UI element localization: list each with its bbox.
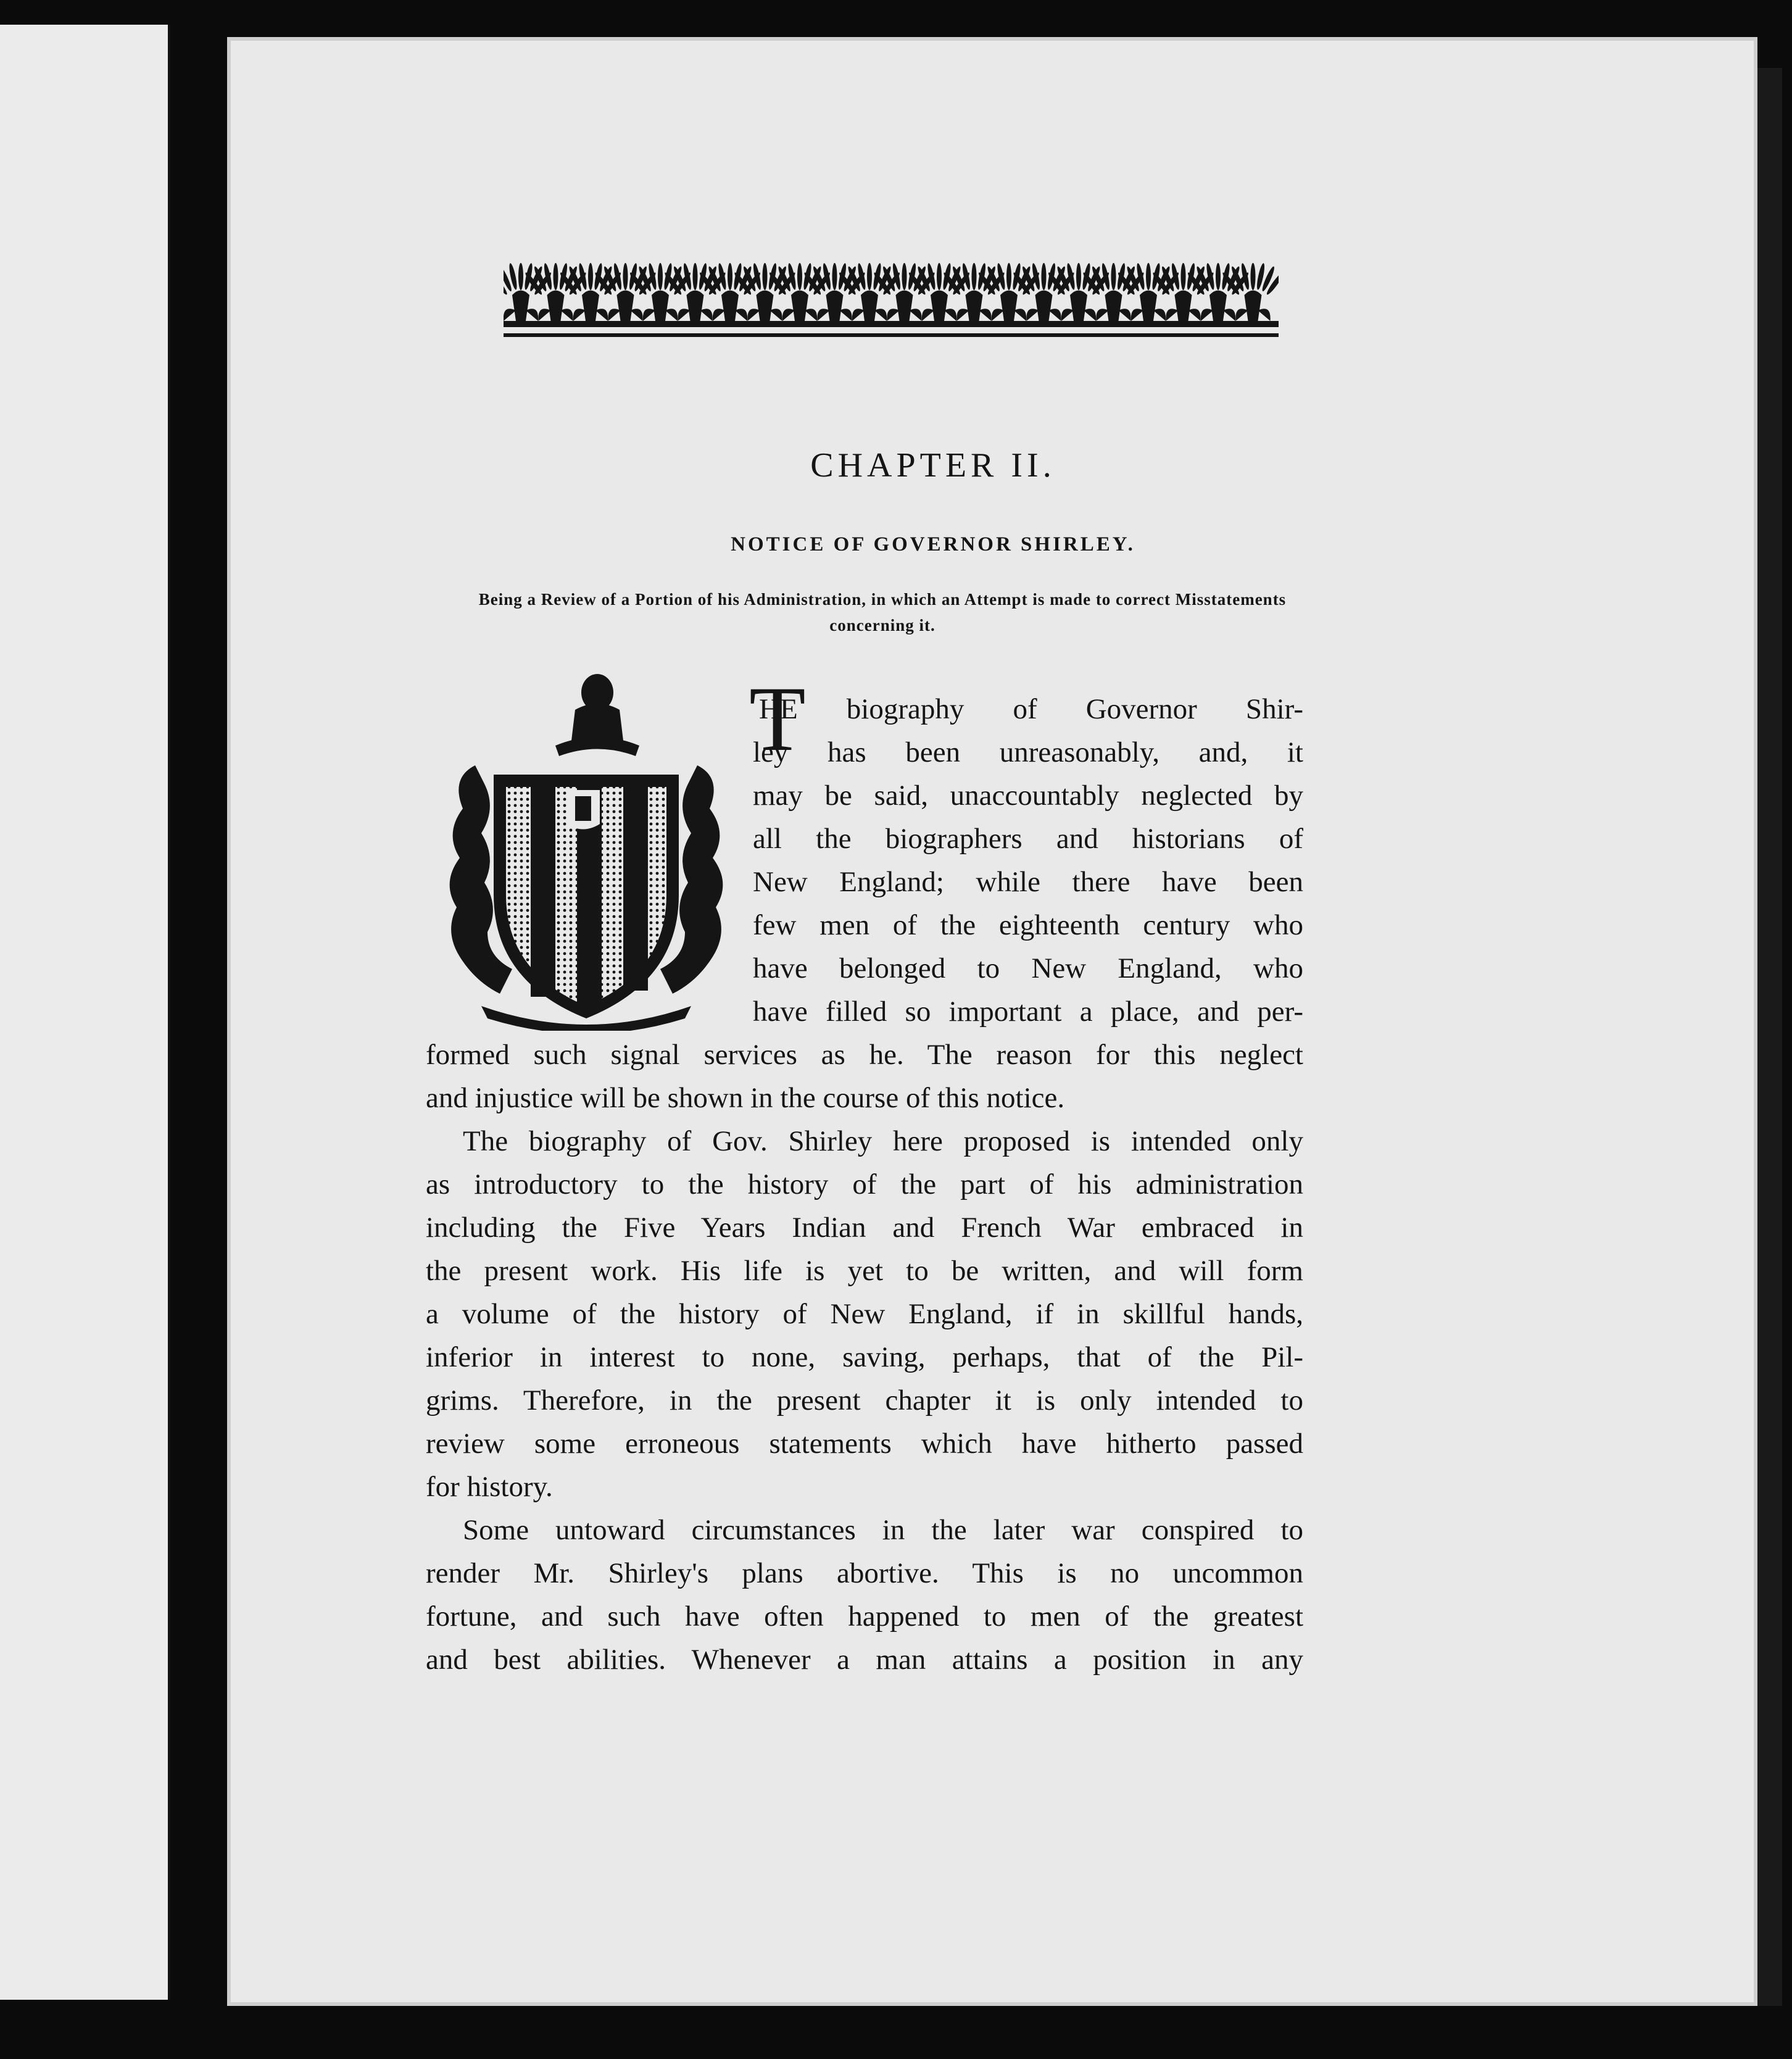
text-line: for history.: [426, 1471, 553, 1503]
text-line: fortune, and such have often happened to men of the greatest: [426, 1600, 1303, 1633]
text-line: review some erroneous statements which have hitherto passed: [426, 1428, 1303, 1460]
text-line: The biography of Gov. Shirley here proposed is intended only: [463, 1125, 1303, 1157]
text-line: few men of the eighteenth century who: [753, 909, 1303, 941]
text-line: a volume of the history of New England, if in skillful hands,: [426, 1298, 1303, 1330]
text-line: have belonged to New England, who: [753, 952, 1303, 984]
chapter-body: [426, 688, 1303, 1681]
text-line: the present work. His life is yet to be written, and will form: [426, 1255, 1303, 1287]
text-line: and injustice will be shown in the course of this notice.: [426, 1082, 1065, 1114]
text-line: render Mr. Shirley's plans abortive. This is no uncommon: [426, 1557, 1303, 1589]
chapter-title: CHAPTER II.: [810, 446, 1056, 485]
text-line: may be said, unaccountably neglected by: [753, 780, 1303, 812]
section-title: NOTICE OF GOVERNOR SHIRLEY.: [731, 533, 1135, 555]
text-line: have filled so important a place, and per-: [753, 996, 1303, 1028]
page-shadow: [1757, 68, 1782, 2006]
header-ornament-band: [504, 252, 1279, 344]
text-line: inferior in interest to none, saving, perhaps, that of the Pil-: [426, 1341, 1303, 1373]
text-line: formed such signal services as he. The reason for this neglect: [426, 1039, 1303, 1071]
text-line: including the Five Years Indian and French War embraced in: [426, 1212, 1303, 1244]
text-line: as introductory to the history of the part of his administration: [426, 1168, 1303, 1200]
section-subtitle: Being a Review of a Portion of his Administration, in which an Attempt is made to correct Misstatements concerning it.: [478, 590, 1287, 634]
text-line: and best abilities. Whenever a man attains a position in any: [426, 1644, 1303, 1676]
text-line: all the biographers and historians of: [753, 823, 1303, 855]
text-line: HE biography of Governor Shir-: [759, 693, 1303, 725]
facing-page-edge: [0, 25, 170, 2000]
text-line: grims. Therefore, in the present chapter it is only intended to: [426, 1384, 1303, 1416]
text-line: New England; while there have been: [753, 866, 1303, 898]
drop-cap-letter: T: [749, 668, 806, 770]
text-line: ley has been unreasonably, and, it: [753, 736, 1303, 768]
text-line: Some untoward circumstances in the later war conspired to: [463, 1514, 1303, 1546]
